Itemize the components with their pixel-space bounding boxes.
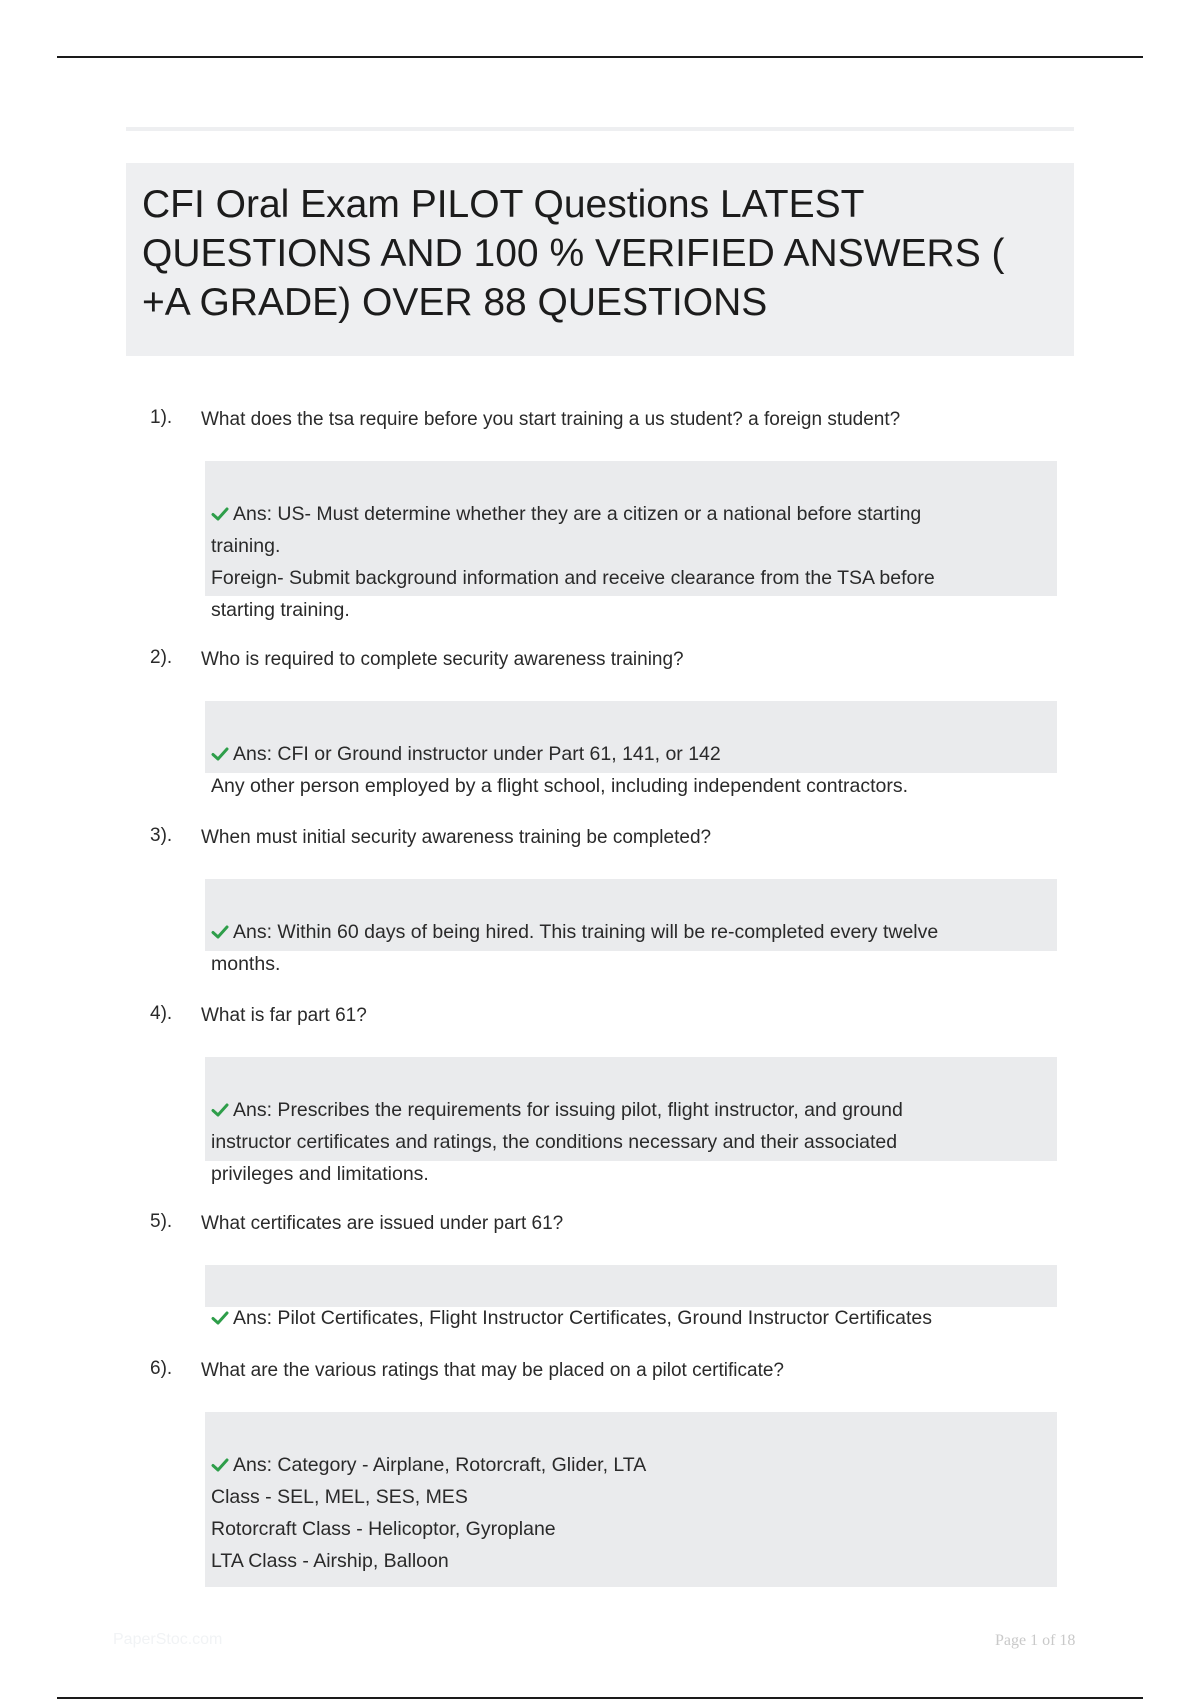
bottom-rule — [57, 1697, 1143, 1699]
answer-box — [205, 879, 1057, 975]
check-icon — [211, 1457, 233, 1473]
check-icon — [211, 924, 233, 940]
answer-text: Ans: Category - Airplane, Rotorcraft, Glider, LTA Class - SEL, MEL, SES, MES Rotorcraft Class - Helicoptor, Gyroplane LTA Class - Airship, Balloon — [211, 1454, 647, 1572]
question-number: 6). — [150, 1358, 173, 1379]
question-text: What are the various ratings that may be placed on a pilot certificate? — [201, 1360, 784, 1381]
title-block — [126, 163, 1074, 356]
answer-text: Ans: Within 60 days of being hired. This training will be re-completed every twelve months. — [211, 921, 939, 975]
answer-box — [205, 1412, 1057, 1587]
document-title: CFI Oral Exam PILOT Questions LATEST QUESTIONS AND 100 % VERIFIED ANSWERS ( +A GRADE) OVER 88 QUESTIONS — [142, 183, 1005, 324]
question-number: 3). — [150, 825, 173, 846]
answer-text: Ans: Pilot Certificates, Flight Instructor Certificates, Ground Instructor Certificates — [233, 1307, 932, 1329]
question-number: 5). — [150, 1211, 173, 1232]
header-divider — [126, 127, 1074, 131]
answer-box — [205, 1057, 1057, 1185]
page-number: Page 1 of 18 — [995, 1632, 1076, 1649]
watermark-text: PaperStoc.com — [113, 1631, 223, 1648]
check-icon — [211, 746, 233, 762]
question-text: Who is required to complete security awareness training? — [201, 649, 684, 670]
question-number: 4). — [150, 1003, 173, 1024]
check-icon — [211, 1310, 233, 1326]
answer-text: Ans: US- Must determine whether they are a citizen or a national before starting training. Foreign- Submit background information and receive clearance from the TSA before starting training. — [211, 503, 935, 621]
question-text: What is far part 61? — [201, 1005, 367, 1026]
answer-text: Ans: Prescribes the requirements for issuing pilot, flight instructor, and ground instructor certificates and ratings, the conditions necessary and their associated privileges and limitations. — [211, 1099, 903, 1185]
answer-box — [205, 461, 1057, 621]
answer-text: Ans: CFI or Ground instructor under Part 61, 141, or 142 Any other person employed by a flight school, including independent contractors. — [211, 743, 909, 797]
question-text: What certificates are issued under part 61? — [201, 1213, 564, 1234]
check-icon — [211, 1102, 233, 1118]
question-number: 1). — [150, 407, 173, 428]
answer-box — [205, 701, 1057, 797]
question-number: 2). — [150, 647, 173, 668]
top-rule — [57, 56, 1143, 58]
question-text: When must initial security awareness training be completed? — [201, 827, 712, 848]
check-icon — [211, 506, 233, 522]
question-text: What does the tsa require before you start training a us student? a foreign student? — [201, 409, 901, 430]
answer-box — [205, 1265, 1057, 1329]
